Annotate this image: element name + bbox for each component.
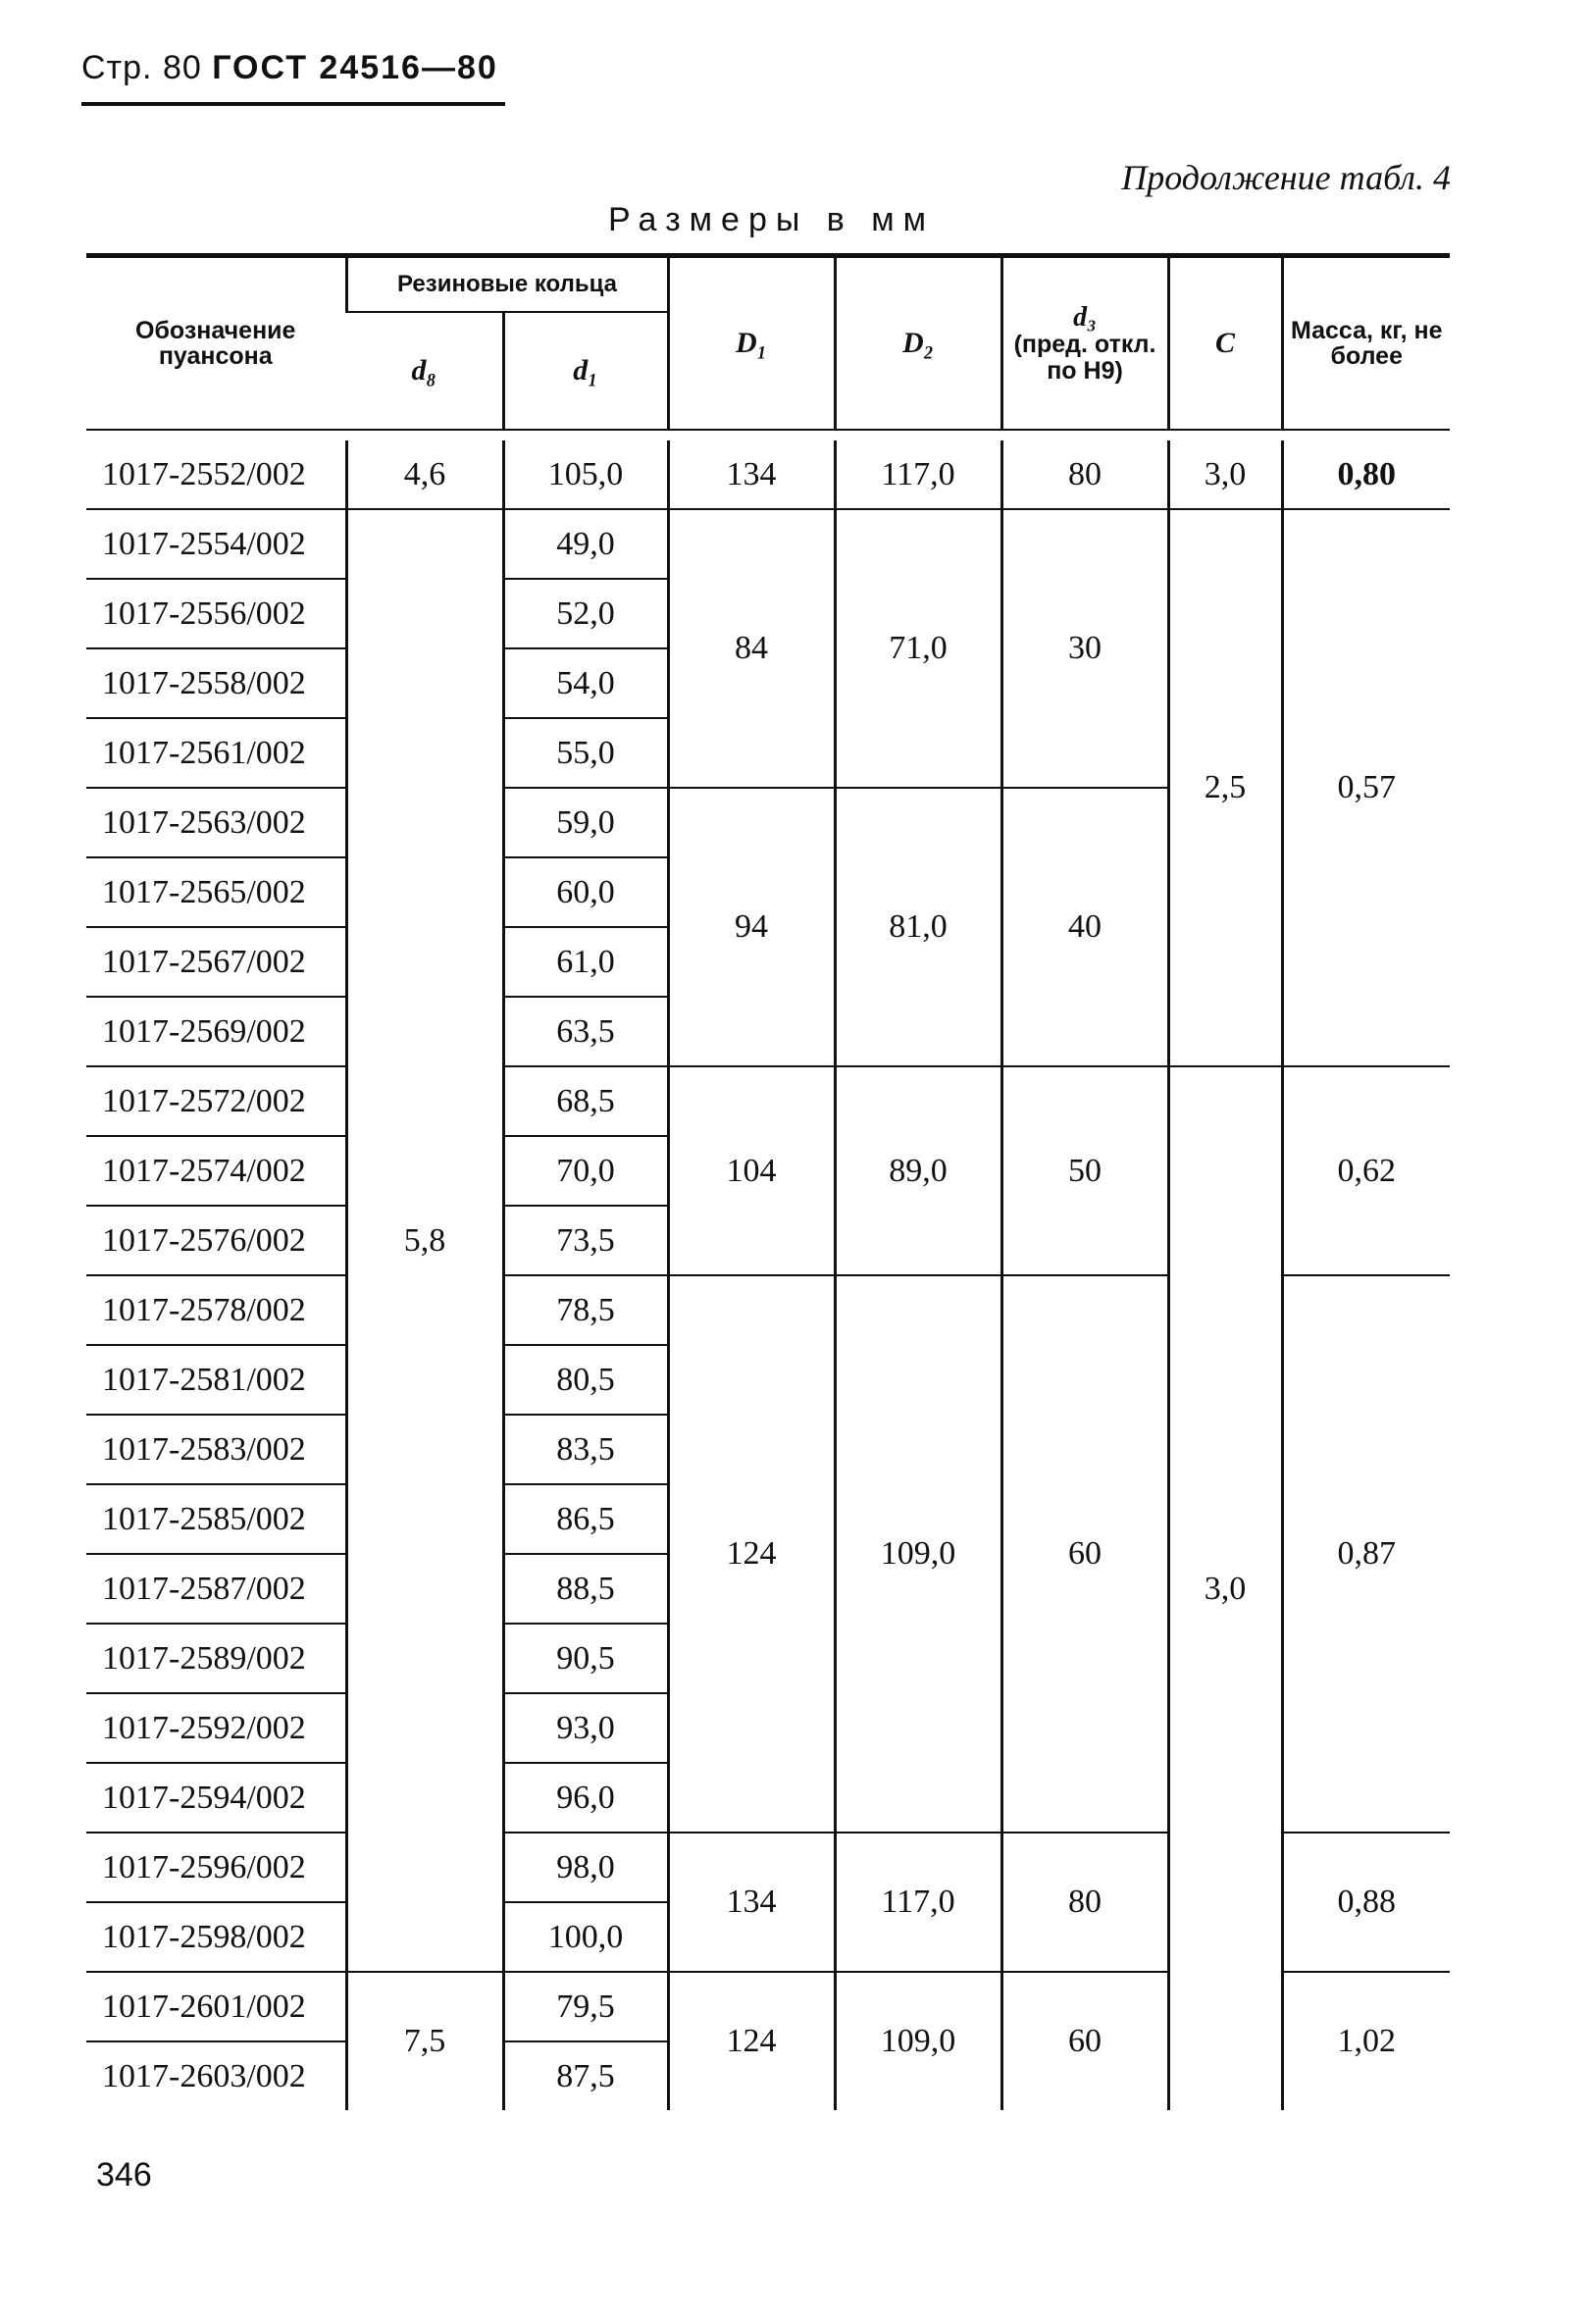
designation-cell: 1017-2585/002 xyxy=(86,1484,346,1554)
C-cell: 3,0 xyxy=(1168,440,1282,509)
D1-cell: 84 xyxy=(668,509,835,788)
col-header-d3 xyxy=(1001,256,1168,431)
designation-cell: 1017-2567/002 xyxy=(86,927,346,997)
designation-cell: 1017-2558/002 xyxy=(86,648,346,718)
col-header-D1: D₁ xyxy=(668,256,835,431)
d3-cell: 40 xyxy=(1001,788,1168,1066)
d1-cell: 105,0 xyxy=(503,440,668,509)
mass-cell: 0,62 xyxy=(1282,1066,1450,1275)
D2-cell: 117,0 xyxy=(835,1833,1001,1972)
running-head xyxy=(81,49,498,87)
D1-cell: 134 xyxy=(668,1833,835,1972)
d1-cell: 61,0 xyxy=(503,927,668,997)
d3-cell: 60 xyxy=(1001,1275,1168,1833)
d1-cell: 49,0 xyxy=(503,509,668,579)
d1-cell: 98,0 xyxy=(503,1833,668,1902)
designation-cell: 1017-2554/002 xyxy=(86,509,346,579)
page-number: 346 xyxy=(96,2156,152,2194)
col-header-designation: Обозначение пуансона xyxy=(86,256,346,431)
D2-cell: 117,0 xyxy=(835,440,1001,509)
table-row xyxy=(86,440,1450,509)
d1-cell: 73,5 xyxy=(503,1206,668,1275)
page-ref: 80 xyxy=(162,49,202,86)
units-caption: Размеры в мм xyxy=(608,201,936,238)
punch-dimensions-table xyxy=(86,253,1450,2110)
D1-cell: 124 xyxy=(668,1972,835,2110)
d8-cell: 7,5 xyxy=(346,1972,503,2110)
designation-cell: 1017-2563/002 xyxy=(86,788,346,857)
d3-cell: 30 xyxy=(1001,509,1168,788)
d1-cell: 79,5 xyxy=(503,1972,668,2041)
designation-cell: 1017-2603/002 xyxy=(102,2057,306,2094)
designation-cell: 1017-2556/002 xyxy=(86,579,346,648)
D2-cell: 71,0 xyxy=(835,509,1001,788)
designation-cell: 1017-2578/002 xyxy=(86,1275,346,1345)
designation-cell: 1017-2587/002 xyxy=(86,1554,346,1624)
d1-cell: 93,0 xyxy=(503,1693,668,1763)
col-header-rubber-rings: Резиновые кольца xyxy=(346,256,668,313)
d1-cell: 60,0 xyxy=(503,857,668,927)
d1-cell: 96,0 xyxy=(503,1763,668,1833)
table-row xyxy=(86,1066,1450,1136)
mass-cell: 0,88 xyxy=(1282,1833,1450,1972)
d1-cell: 87,5 xyxy=(503,2041,668,2110)
D1-cell: 94 xyxy=(668,788,835,1066)
mass-cell: 0,80 xyxy=(1282,440,1450,509)
mass-cell: 0,57 xyxy=(1282,509,1450,1066)
col-header-d8: d₈ xyxy=(346,312,503,430)
C-cell: 2,5 xyxy=(1168,509,1282,1066)
standard-number: ГОСТ 24516—80 xyxy=(212,49,498,86)
col-header-d3-note: (пред. откл. по H9) xyxy=(1013,331,1156,385)
d3-cell: 60 xyxy=(1001,1972,1168,2110)
designation-cell: 1017-2583/002 xyxy=(86,1415,346,1484)
designation-cell: 1017-2574/002 xyxy=(86,1136,346,1206)
C-cell: 3,0 xyxy=(1168,1066,1282,2110)
d1-cell: 54,0 xyxy=(503,648,668,718)
d1-cell: 59,0 xyxy=(503,788,668,857)
col-header-C: C xyxy=(1168,256,1282,431)
designation-cell: 1017-2601/002 xyxy=(86,1972,346,2041)
d1-cell: 55,0 xyxy=(503,718,668,788)
designation-cell: 1017-2589/002 xyxy=(86,1624,346,1693)
designation-cell: 1017-2581/002 xyxy=(86,1345,346,1415)
D2-cell: 89,0 xyxy=(835,1066,1001,1275)
d8-cell: 4,6 xyxy=(346,440,503,509)
col-header-mass: Масса, кг, не более xyxy=(1282,256,1450,431)
designation-cell: 1017-2569/002 xyxy=(86,997,346,1066)
designation-cell: 1017-2552/002 xyxy=(86,440,346,509)
designation-cell: 1017-2598/002 xyxy=(86,1902,346,1972)
mass-cell: 1,02 xyxy=(1282,1972,1450,2110)
designation-cell: 1017-2592/002 xyxy=(86,1693,346,1763)
D1-cell: 104 xyxy=(668,1066,835,1275)
table-continuation-note: Продолжение табл. 4 xyxy=(1121,158,1451,197)
D1-cell: 124 xyxy=(668,1275,835,1833)
d1-cell: 70,0 xyxy=(503,1136,668,1206)
table-row xyxy=(86,509,1450,579)
D2-cell: 81,0 xyxy=(835,788,1001,1066)
d8-cell: 5,8 xyxy=(346,509,503,1972)
d1-cell: 78,5 xyxy=(503,1275,668,1345)
d1-cell: 80,5 xyxy=(503,1345,668,1415)
d1-cell: 68,5 xyxy=(503,1066,668,1136)
d1-cell: 88,5 xyxy=(503,1554,668,1624)
d1-cell: 90,5 xyxy=(503,1624,668,1693)
designation-cell: 1017-2596/002 xyxy=(86,1833,346,1902)
d3-cell: 80 xyxy=(1001,440,1168,509)
D2-cell: 109,0 xyxy=(835,1275,1001,1833)
designation-cell: 1017-2576/002 xyxy=(86,1206,346,1275)
mass-cell: 0,87 xyxy=(1282,1275,1450,1833)
col-header-d1: d₁ xyxy=(503,312,668,430)
d1-cell: 52,0 xyxy=(503,579,668,648)
header-rule xyxy=(81,102,505,106)
d1-cell: 83,5 xyxy=(503,1415,668,1484)
designation-cell: 1017-2565/002 xyxy=(86,857,346,927)
d1-cell: 63,5 xyxy=(503,997,668,1066)
d3-cell: 50 xyxy=(1001,1066,1168,1275)
designation-cell: 1017-2594/002 xyxy=(86,1763,346,1833)
page-label: Стр. xyxy=(81,49,153,86)
designation-cell: 1017-2572/002 xyxy=(86,1066,346,1136)
d1-cell: 86,5 xyxy=(503,1484,668,1554)
designation-cell: 1017-2561/002 xyxy=(86,718,346,788)
d1-cell: 100,0 xyxy=(503,1902,668,1972)
col-header-d3-symbol: d₃ xyxy=(1073,302,1097,334)
D1-cell: 134 xyxy=(668,440,835,509)
d3-cell: 80 xyxy=(1001,1833,1168,1972)
D2-cell: 109,0 xyxy=(835,1972,1001,2110)
col-header-D2: D₂ xyxy=(835,256,1001,431)
